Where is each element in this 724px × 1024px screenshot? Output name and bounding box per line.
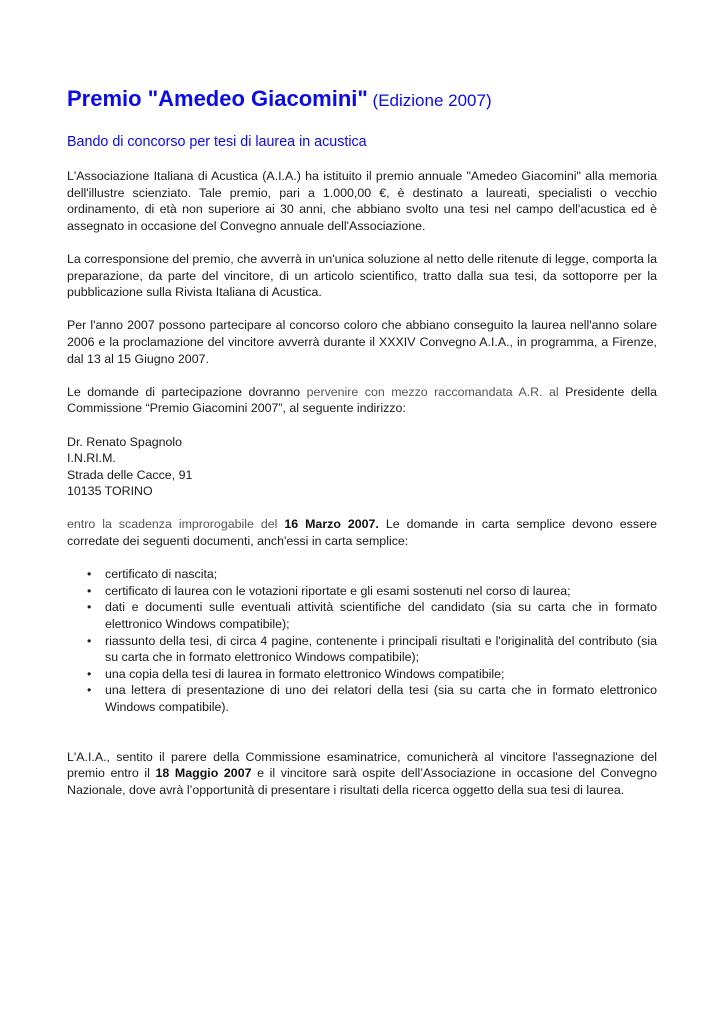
requirement-item: • riassunto della tesi, di circa 4 pagine, contenente i principali risultati e l'originalità del contributo (sia su carta che in formato elettronico Windows compatibile); (67, 633, 657, 666)
closing-rest: e il vincitore sarà ospite dell’Associazione in occasione del Convegno Nazionale, dove avrà l’opportunità di presentare i risultati della ricerca oggetto della sua tesi di laurea. (67, 766, 657, 797)
paragraph-intro: L'Associazione Italiana di Acustica (A.I.A.) ha istituito il premio annuale "Amedeo Giacomini" alla memoria dell'illustre scienziato. Tale premio, pari a 1.000,00 €, è destinato a laureati, specialisti o vecchio ordinamento, di età non superiore ai 30 anni, che abbiano svolto una tesi nel campo dell'acustica ed è assegnato in occasione del Convegno annuale dell'Associazione. (67, 169, 657, 233)
paragraph-deadline (67, 516, 657, 549)
paragraph-submission (67, 384, 657, 417)
document-title-main: Premio "Amedeo Giacomini" (67, 86, 368, 111)
closing-date: 18 Maggio 2007 (155, 766, 252, 781)
address-line-institute: I.N.RI.M. (67, 451, 116, 466)
paragraph-closing (67, 749, 657, 799)
requirement-item: • certificato di laurea con le votazioni riportate e gli esami sostenuti nel corso di laurea; (67, 583, 657, 600)
submission-rest: Presidente della Commissione “Premio Giacomini 2007”, al seguente indirizzo: (67, 384, 658, 416)
requirement-item: • certificato di nascita; (67, 566, 657, 583)
requirement-item: • una copia della tesi di laurea in formato elettronico Windows compatibile; (67, 666, 657, 683)
submission-lead: Le domande di partecipazione dovranno (67, 384, 307, 399)
requirement-item: • dati e documenti sulle eventuali attività scientifiche del candidato (sia su carta che in formato elettronico Windows compatibile); (67, 599, 657, 632)
deadline-rest: Le domande in carta semplice devono essere corredate dei seguenti documenti, anch'essi in carta semplice: (67, 517, 657, 549)
paragraph-edition: Per l'anno 2007 possono partecipare al concorso coloro che abbiano conseguito la laurea nell'anno solare 2006 e la proclamazione del vincitore avverrà durante il XXXIV Convegno A.I.A., in programma, a Firenze, dal 13 al 15 Giugno 2007. (67, 318, 657, 366)
address-line-street: Strada delle Cacce, 91 (67, 467, 193, 482)
document-subtitle: Bando di concorso per tesi di laurea in acustica (67, 134, 367, 150)
document-title-edition: (Edizione 2007) (367, 91, 492, 110)
submission-muted: pervenire con mezzo raccomandata A.R. al (306, 384, 566, 399)
address-line-name: Dr. Renato Spagnolo (67, 434, 183, 449)
deadline-muted: entro la scadenza improrogabile del (67, 517, 285, 532)
address-block (67, 434, 657, 500)
document-title (67, 86, 657, 113)
requirements-list (67, 566, 657, 715)
address-line-city: 10135 TORINO (67, 484, 153, 499)
requirement-item: • una lettera di presentazione di uno dei relatori della tesi (sia su carta che in formato elettronico Windows compatibile). (67, 682, 657, 715)
closing-lead: L'A.I.A., sentito il parere della Commissione esaminatrice, comunicherà al vincitore l'assegnazione del premio entro il (67, 749, 657, 781)
paragraph-payment: La corresponsione del premio, che avverrà in un'unica soluzione al netto delle ritenute di legge, comporta la preparazione, da parte del vincitore, di un articolo scientifico, tratto dalla sua tesi, da sottoporre per la pubblicazione sulla Rivista Italiana di Acustica. (67, 251, 657, 300)
deadline-date: 16 Marzo 2007. (284, 517, 379, 532)
